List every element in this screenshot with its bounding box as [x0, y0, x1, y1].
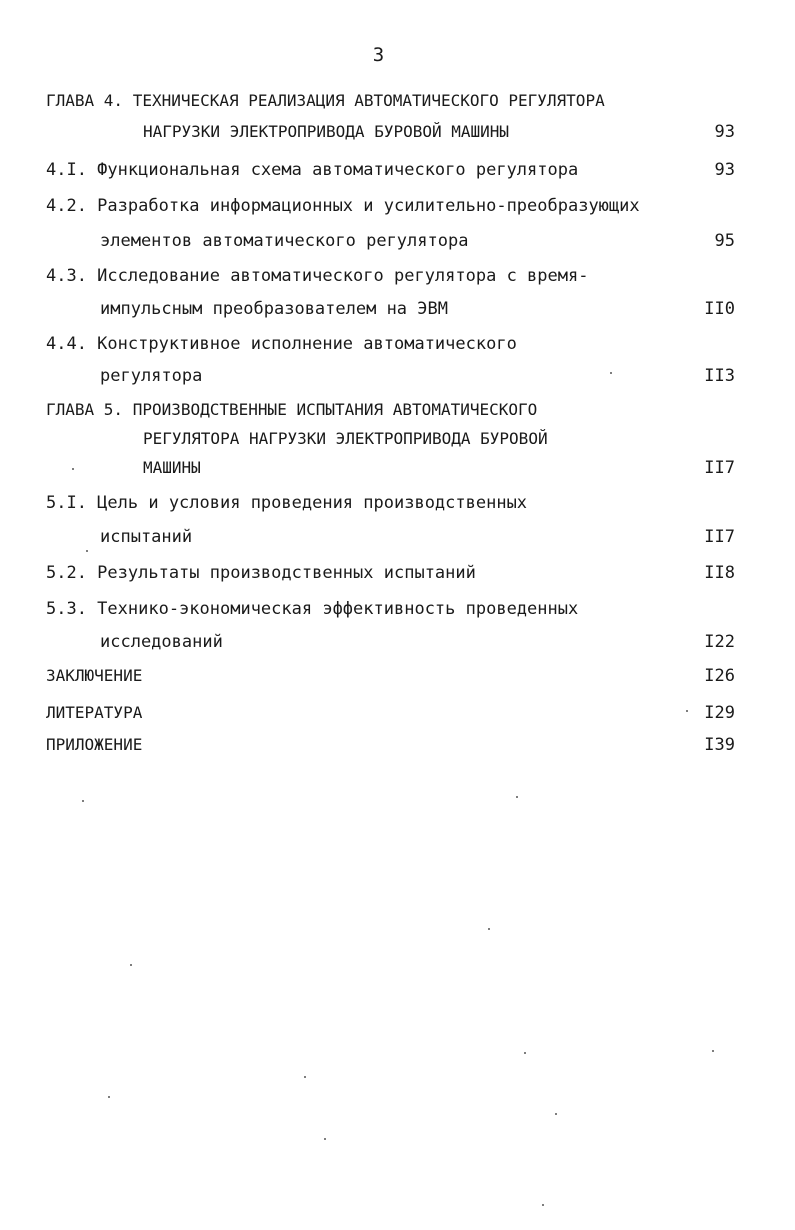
toc-page-number: I39	[704, 735, 735, 755]
toc-entry-title: ПРИЛОЖЕНИЕ	[46, 735, 143, 754]
toc-entry-title-cont: МАШИНЫ	[143, 458, 201, 477]
toc-entry-4-4	[0, 329, 795, 359]
scan-speck	[72, 468, 74, 470]
toc-page-number: I26	[704, 666, 735, 686]
toc-entry-5-2	[0, 558, 795, 588]
toc-entry-chapter-5-cont	[0, 424, 795, 454]
toc-page-number: 93	[714, 160, 735, 180]
toc-entry-title: ГЛАВА 5. ПРОИЗВОДСТВЕННЫЕ ИСПЫТАНИЯ АВТОМАТИЧЕСКОГО	[46, 400, 538, 419]
scan-speck	[130, 964, 132, 966]
page-number: 3	[372, 44, 385, 66]
scan-speck	[524, 1052, 526, 1054]
toc-entry-5-1-cont	[0, 522, 795, 552]
toc-entry-chapter-4-cont	[0, 117, 795, 147]
toc-entry-title-cont: регулятора	[100, 366, 203, 386]
toc-page-number: II7	[704, 458, 735, 478]
toc-entry-title-cont: испытаний	[100, 527, 193, 547]
toc-entry-conclusion	[0, 661, 795, 691]
toc-page-number: II8	[704, 563, 735, 583]
toc-entry-title: 5.2. Результаты производственных испытаний	[46, 563, 476, 583]
scan-speck	[712, 1050, 714, 1052]
toc-entry-title-cont: элементов автоматического регулятора	[100, 231, 469, 251]
toc-entry-5-3	[0, 594, 795, 624]
scan-speck	[304, 1076, 306, 1078]
toc-page-number: 95	[714, 231, 735, 251]
toc-entry-title: 4.4. Конструктивное исполнение автоматического	[46, 334, 517, 354]
toc-entry-5-1	[0, 488, 795, 518]
toc-entry-title-cont: РЕГУЛЯТОРА НАГРУЗКИ ЭЛЕКТРОПРИВОДА БУРОВОЙ	[143, 429, 548, 448]
toc-page-number: II7	[704, 527, 735, 547]
toc-entry-title: 4.2. Разработка информационных и усилительно-преобразующих	[46, 196, 640, 216]
scan-speck	[555, 1113, 557, 1115]
toc-entry-title: 4.3. Исследование автоматического регулятора с время-	[46, 266, 589, 286]
toc-entry-title: ЛИТЕРАТУРА	[46, 703, 143, 722]
toc-entry-title: 4.I. Функциональная схема автоматического регулятора	[46, 160, 579, 180]
toc-entry-title-cont: НАГРУЗКИ ЭЛЕКТРОПРИВОДА БУРОВОЙ МАШИНЫ	[143, 122, 510, 141]
toc-entry-appendix	[0, 730, 795, 760]
toc-entry-chapter-5	[0, 395, 795, 425]
toc-entry-title-cont: исследований	[100, 632, 223, 652]
scan-speck	[82, 800, 84, 802]
toc-entry-title: 5.I. Цель и условия проведения производственных	[46, 493, 528, 513]
toc-page-number: II0	[704, 299, 735, 319]
scan-speck	[686, 710, 688, 712]
scan-speck	[610, 372, 612, 374]
toc-entry-4-4-cont	[0, 361, 795, 391]
scan-speck	[542, 1204, 544, 1206]
toc-page-number: II3	[704, 366, 735, 386]
toc-entry-4-2-cont	[0, 226, 795, 256]
scan-speck	[488, 928, 490, 930]
toc-entry-title: ЗАКЛЮЧЕНИЕ	[46, 666, 143, 685]
toc-entry-title: 5.3. Технико-экономическая эффективность проведенных	[46, 599, 579, 619]
toc-entry-4-3	[0, 261, 795, 291]
scan-speck	[516, 796, 518, 798]
toc-entry-literature	[0, 698, 795, 728]
toc-entry-4-1	[0, 155, 795, 185]
toc-entry-4-3-cont	[0, 294, 795, 324]
toc-entry-title-cont: импульсным преобразователем на ЭВМ	[100, 299, 448, 319]
toc-entry-4-2	[0, 191, 795, 221]
scan-speck	[108, 1096, 110, 1098]
toc-page-number: I29	[704, 703, 735, 723]
toc-page-number: 93	[714, 122, 735, 142]
toc-entry-5-3-cont	[0, 627, 795, 657]
toc-entry-chapter-5-cont2	[0, 453, 795, 483]
scan-speck	[324, 1138, 326, 1140]
scan-speck	[86, 550, 88, 552]
toc-entry-title: ГЛАВА 4. ТЕХНИЧЕСКАЯ РЕАЛИЗАЦИЯ АВТОМАТИЧЕСКОГО РЕГУЛЯТОРА	[46, 91, 605, 110]
toc-entry-chapter-4	[0, 86, 795, 116]
toc-page-number: I22	[704, 632, 735, 652]
